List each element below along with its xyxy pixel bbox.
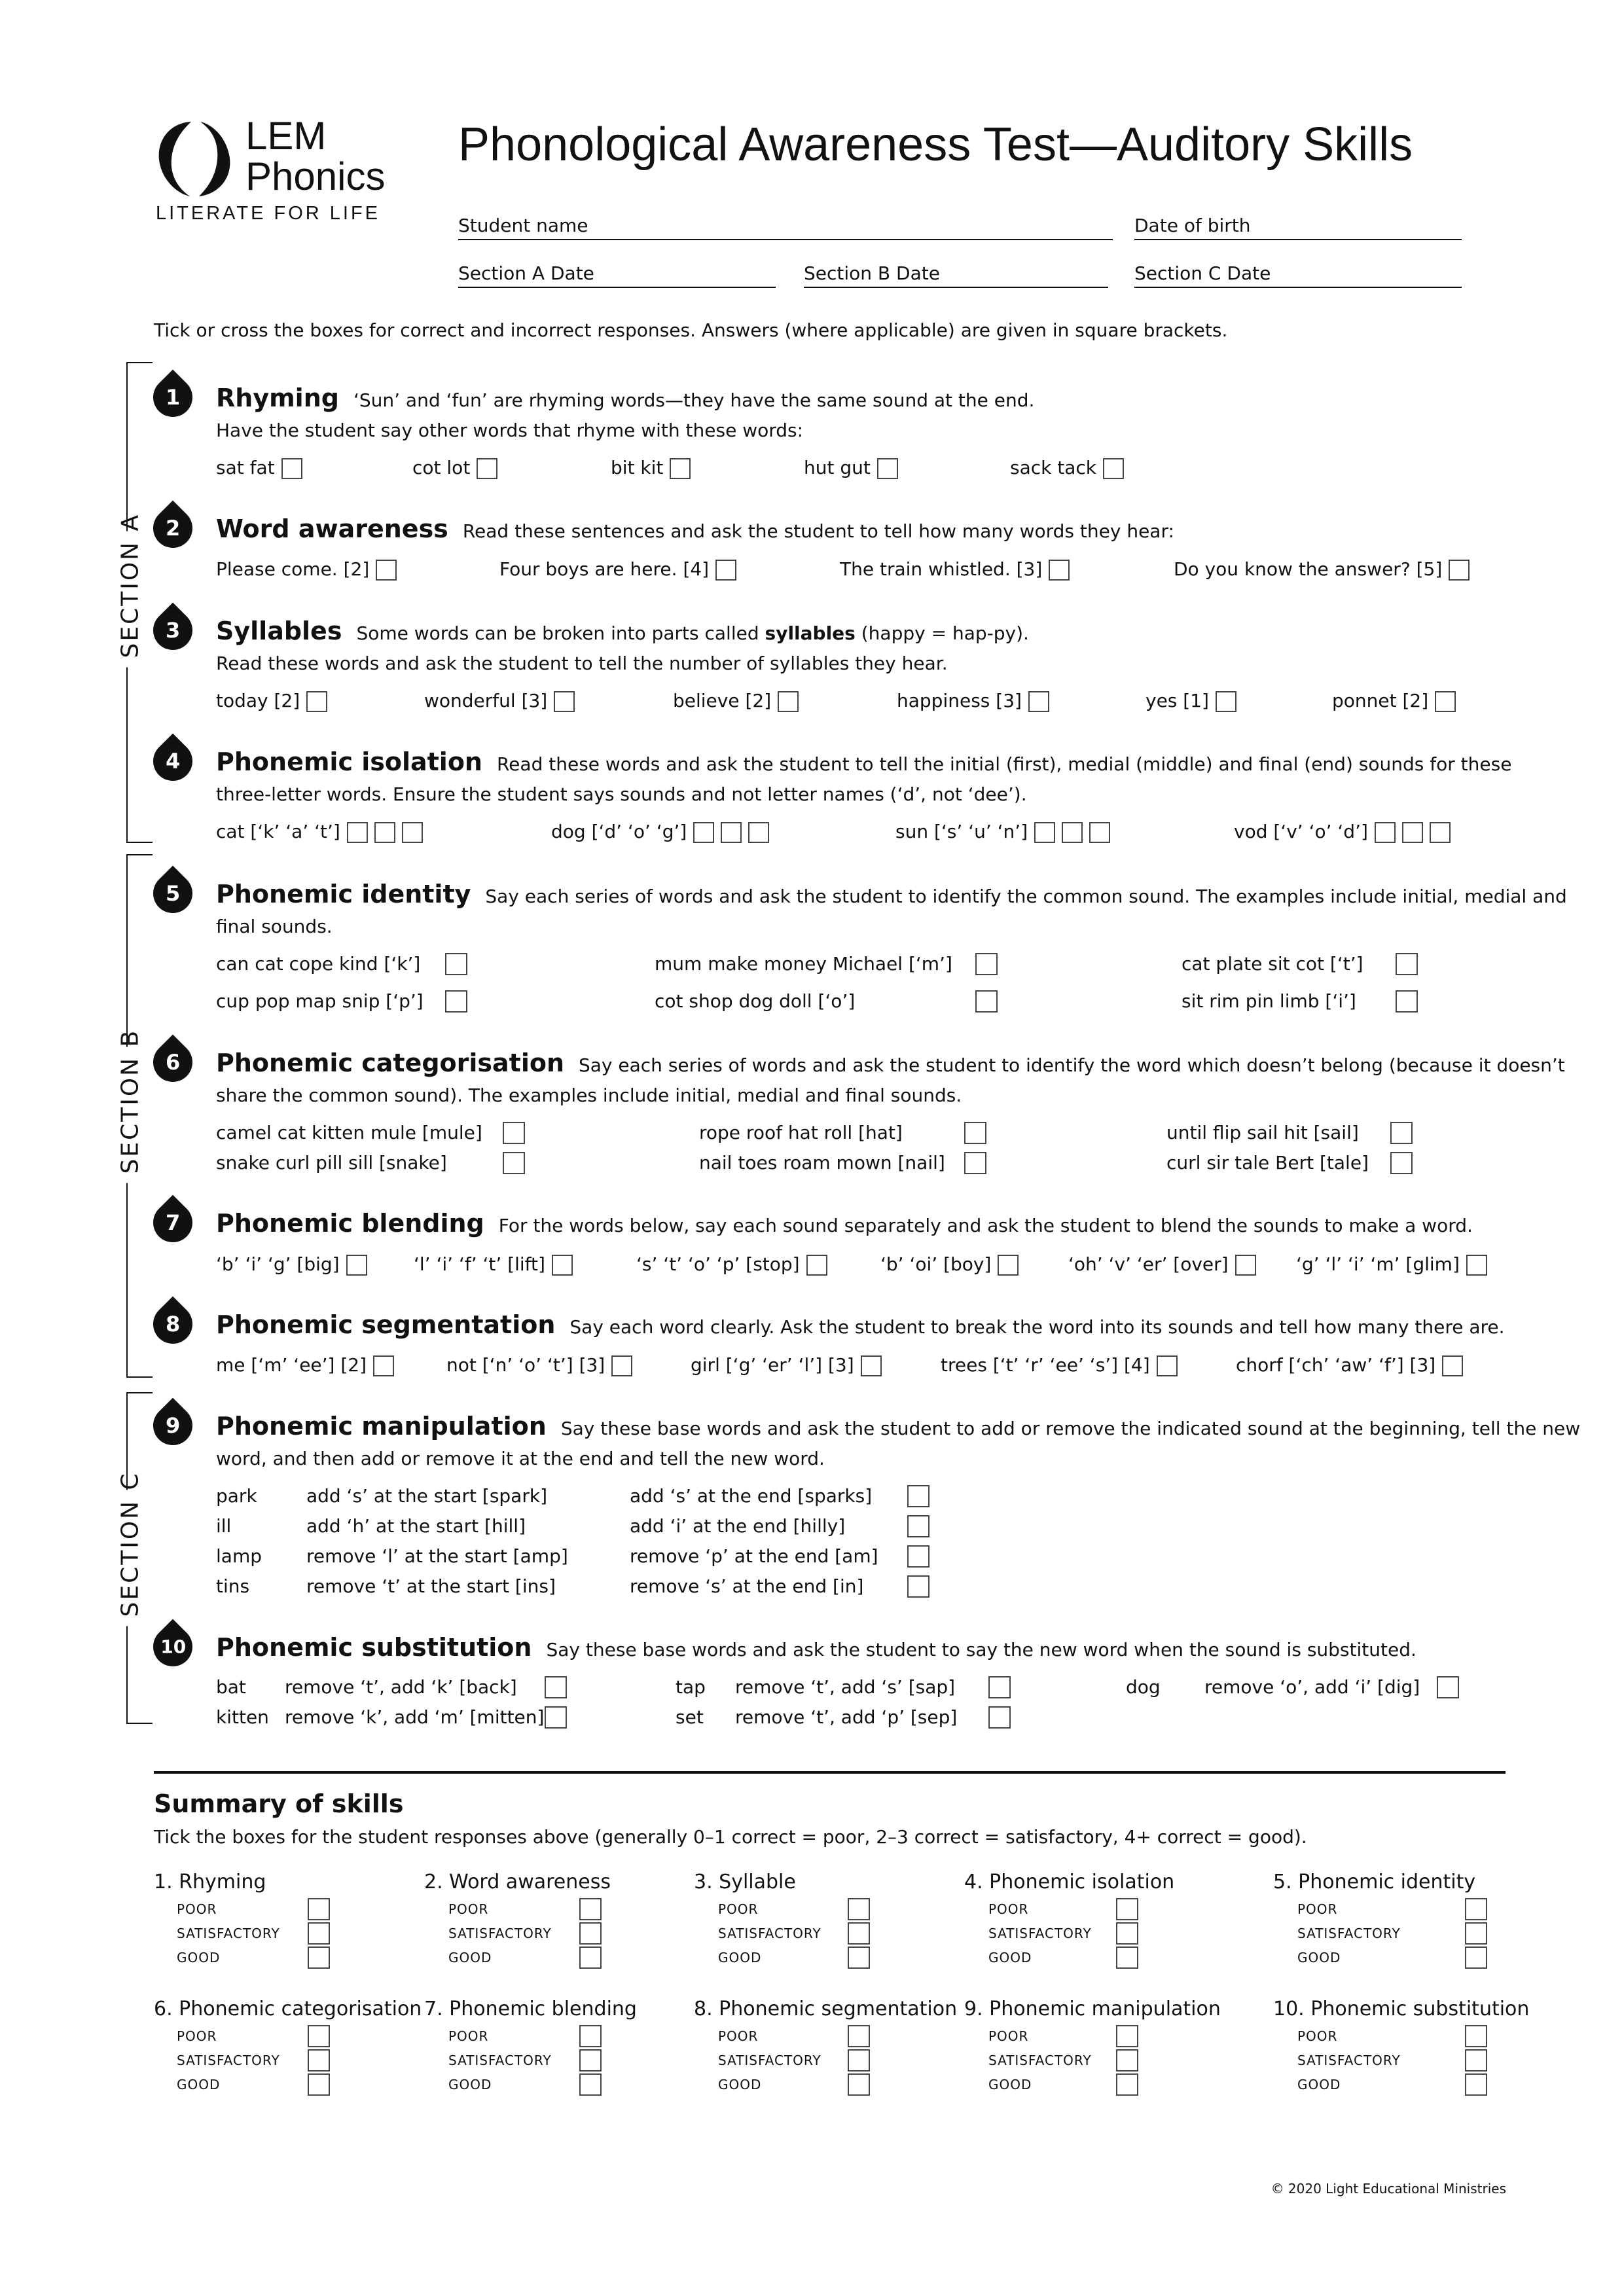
summary-level-label: POOR <box>988 2028 1029 2044</box>
answer-checkbox[interactable] <box>1449 560 1470 581</box>
test-6-item: snake curl pill sill [snake] <box>216 1152 447 1174</box>
section-c-label: SECTION C <box>117 1490 144 1626</box>
summary-level-label: SATISFACTORY <box>988 1926 1092 1941</box>
test-1-item: hut gut <box>804 455 898 481</box>
summary-instructions: Tick the boxes for the student responses above (generally 0–1 correct = poor, 2–3 correct = satisfactory, 4+ correct = good). <box>154 1826 1307 1848</box>
answer-checkbox[interactable] <box>861 1355 882 1376</box>
summary-level-checkbox[interactable] <box>1465 2073 1487 2096</box>
test-4-item: sun [‘s’ ‘u’ ‘n’] <box>895 819 1110 845</box>
substitution-word: bat <box>216 1676 246 1698</box>
answer-checkbox[interactable] <box>907 1575 929 1598</box>
test-5-desc2: final sounds. <box>216 916 333 937</box>
manipulation-word: park <box>216 1485 257 1507</box>
summary-level-label: POOR <box>1297 2028 1338 2044</box>
answer-checkbox[interactable] <box>445 990 467 1013</box>
test-6-heading: Phonemic categorisation Say each series of words and ask the student to identify the word which doesn’t belong (because it doesn’t <box>216 1049 1565 1077</box>
summary-level-label: SATISFACTORY <box>988 2053 1092 2068</box>
medial-checkbox[interactable] <box>721 822 742 843</box>
test-1-item: sat fat <box>216 455 302 481</box>
summary-level-label: SATISFACTORY <box>1297 1926 1401 1941</box>
section-b-date-field[interactable]: Section B Date <box>804 260 1108 288</box>
substitution-word: dog <box>1126 1676 1161 1698</box>
test-10-number-badge: 10 <box>145 1619 201 1675</box>
initial-checkbox[interactable] <box>347 822 368 843</box>
summary-level-checkbox[interactable] <box>308 1946 330 1969</box>
test-9-heading: Phonemic manipulation Say these base words and ask the student to add or remove the indicated sound at the beginning, tell the new <box>216 1412 1581 1441</box>
answer-checkbox[interactable] <box>907 1545 929 1568</box>
answer-checkbox[interactable] <box>376 560 397 581</box>
answer-checkbox[interactable] <box>1390 1122 1413 1144</box>
manipulation-start: add ‘h’ at the start [hill] <box>306 1515 526 1537</box>
summary-level-label: POOR <box>448 1901 489 1917</box>
substitution-change: remove ‘t’, add ‘k’ [back] <box>285 1676 517 1698</box>
answer-checkbox[interactable] <box>907 1485 929 1507</box>
test-3-item: believe [2] <box>673 688 799 714</box>
instructions: Tick or cross the boxes for correct and incorrect responses. Answers (where applicable) are given in square brackets. <box>154 319 1228 341</box>
date-of-birth-field[interactable]: Date of birth <box>1134 213 1462 240</box>
test-9-desc2: word, and then add or remove it at the end and tell the new word. <box>216 1448 825 1469</box>
answer-checkbox[interactable] <box>975 953 998 975</box>
summary-level-checkbox[interactable] <box>1116 1922 1138 1945</box>
summary-level-checkbox[interactable] <box>308 2073 330 2096</box>
substitution-change: remove ‘t’, add ‘s’ [sap] <box>735 1676 956 1698</box>
test-3-desc2: Read these words and ask the student to tell the number of syllables they hear. <box>216 653 948 674</box>
test-8-item: not [‘n’ ‘o’ ‘t’] [3] <box>446 1352 632 1378</box>
manipulation-end: remove ‘p’ at the end [am] <box>630 1545 878 1567</box>
answer-checkbox[interactable] <box>1442 1355 1463 1376</box>
answer-checkbox[interactable] <box>445 953 467 975</box>
student-name-field[interactable]: Student name <box>458 213 1113 240</box>
page-title: Phonological Awareness Test—Auditory Skills <box>458 118 1413 171</box>
answer-checkbox[interactable] <box>1028 691 1049 712</box>
test-5-item: mum make money Michael [‘m’] <box>655 953 952 975</box>
summary-level-label: POOR <box>177 2028 217 2044</box>
test-6-item: camel cat kitten mule [mule] <box>216 1122 482 1143</box>
substitution-change: remove ‘o’, add ‘i’ [dig] <box>1204 1676 1420 1698</box>
answer-checkbox[interactable] <box>988 1706 1011 1729</box>
answer-checkbox[interactable] <box>1466 1255 1487 1276</box>
test-6-item: curl sir tale Bert [tale] <box>1166 1152 1369 1174</box>
test-9-number-badge: 9 <box>145 1398 201 1454</box>
answer-checkbox[interactable] <box>988 1676 1011 1698</box>
summary-skill-title: 4. Phonemic isolation <box>964 1871 1175 1893</box>
test-3-item: today [2] <box>216 688 327 714</box>
summary-skill-title: 2. Word awareness <box>424 1871 611 1893</box>
initial-checkbox[interactable] <box>1034 822 1055 843</box>
summary-level-checkbox[interactable] <box>308 1898 330 1920</box>
summary-level-checkbox[interactable] <box>1116 2025 1138 2047</box>
answer-checkbox[interactable] <box>964 1152 986 1174</box>
summary-level-label: SATISFACTORY <box>718 1926 821 1941</box>
test-1-item: cot lot <box>412 455 497 481</box>
summary-level-checkbox[interactable] <box>1465 2025 1487 2047</box>
summary-level-label: GOOD <box>988 1950 1032 1965</box>
test-4-heading: Phonemic isolation Read these words and ask the student to tell the initial (first), medial (middle) and final (end) sounds for these <box>216 747 1512 776</box>
test-7-item: ‘b’ ‘oi’ [boy] <box>880 1251 1019 1278</box>
test-4-item: dog [‘d’ ‘o’ ‘g’] <box>551 819 769 845</box>
test-2-item: Four boys are here. [4] <box>499 556 736 583</box>
medial-checkbox[interactable] <box>1402 822 1423 843</box>
lem-logo-icon <box>152 117 237 202</box>
summary-level-checkbox[interactable] <box>1116 1946 1138 1969</box>
logo-lem: LEM <box>245 114 327 158</box>
test-4-item: cat [‘k’ ‘a’ ‘t’] <box>216 819 423 845</box>
answer-checkbox[interactable] <box>715 560 736 581</box>
test-8-number-badge: 8 <box>145 1297 201 1352</box>
section-b-label: SECTION B <box>117 1047 144 1183</box>
summary-title: Summary of skills <box>154 1789 404 1818</box>
final-checkbox[interactable] <box>748 822 769 843</box>
test-7-item: ‘g’ ‘l’ ‘i’ ‘m’ [glim] <box>1296 1251 1487 1278</box>
test-10-heading: Phonemic substitution Say these base words and ask the student to say the new word when the sound is substituted. <box>216 1633 1416 1662</box>
summary-level-label: GOOD <box>718 2077 762 2092</box>
test-3-heading: Syllables Some words can be broken into parts called syllables (happy = hap-py). <box>216 617 1029 645</box>
test-8-item: trees [‘t’ ‘r’ ‘ee’ ‘s’] [4] <box>941 1352 1178 1378</box>
section-a-label: SECTION A <box>117 531 144 668</box>
test-6-item: rope roof hat roll [hat] <box>699 1122 903 1143</box>
summary-level-label: SATISFACTORY <box>177 1926 280 1941</box>
substitution-word: set <box>676 1706 704 1728</box>
test-5-number-badge: 5 <box>145 866 201 922</box>
summary-level-checkbox[interactable] <box>1465 2049 1487 2072</box>
summary-level-checkbox[interactable] <box>1116 1898 1138 1920</box>
summary-level-label: POOR <box>177 1901 217 1917</box>
summary-level-checkbox[interactable] <box>848 1898 870 1920</box>
summary-level-checkbox[interactable] <box>579 1922 602 1945</box>
answer-checkbox[interactable] <box>373 1355 394 1376</box>
test-2-item: Do you know the answer? [5] <box>1174 556 1470 583</box>
summary-level-checkbox[interactable] <box>1116 2049 1138 2072</box>
summary-level-label: POOR <box>448 2028 489 2044</box>
summary-level-checkbox[interactable] <box>1465 1922 1487 1945</box>
answer-checkbox[interactable] <box>503 1122 525 1144</box>
summary-level-label: GOOD <box>1297 2077 1341 2092</box>
answer-checkbox[interactable] <box>1396 990 1418 1013</box>
answer-checkbox[interactable] <box>1235 1255 1256 1276</box>
summary-skill-title: 8. Phonemic segmentation <box>694 1998 958 2020</box>
summary-level-label: SATISFACTORY <box>1297 2053 1401 2068</box>
summary-skill-title: 1. Rhyming <box>154 1871 266 1893</box>
test-8-heading: Phonemic segmentation Say each word clearly. Ask the student to break the word into its sounds and tell how many there are. <box>216 1310 1505 1339</box>
logo-tagline: LITERATE FOR LIFE <box>156 203 381 224</box>
test-7-item: ‘b’ ‘i’ ‘g’ [big] <box>216 1251 367 1278</box>
summary-level-checkbox[interactable] <box>1116 2073 1138 2096</box>
test-6-item: until flip sail hit [sail] <box>1166 1122 1359 1143</box>
manipulation-end: add ‘i’ at the end [hilly] <box>630 1515 846 1537</box>
test-7-heading: Phonemic blending For the words below, say each sound separately and ask the student to blend the sounds to make a word. <box>216 1209 1473 1238</box>
summary-level-label: GOOD <box>177 1950 221 1965</box>
test-7-item: ‘oh’ ‘v’ ‘er’ [over] <box>1068 1251 1256 1278</box>
test-4-number-badge: 4 <box>145 734 201 789</box>
final-checkbox[interactable] <box>402 822 423 843</box>
answer-checkbox[interactable] <box>1396 953 1418 975</box>
manipulation-word: tins <box>216 1575 250 1597</box>
final-checkbox[interactable] <box>1430 822 1451 843</box>
test-6-item: nail toes roam mown [nail] <box>699 1152 945 1174</box>
answer-checkbox[interactable] <box>1103 458 1124 479</box>
test-4-desc2: three-letter words. Ensure the student says sounds and not letter names (‘d’, not ‘dee’). <box>216 783 1027 805</box>
test-5-item: can cat cope kind [‘k’] <box>216 953 421 975</box>
summary-level-label: GOOD <box>448 1950 492 1965</box>
summary-level-checkbox[interactable] <box>848 1946 870 1969</box>
summary-level-checkbox[interactable] <box>848 2025 870 2047</box>
test-4-item: vod [‘v’ ‘o’ ‘d’] <box>1234 819 1451 845</box>
answer-checkbox[interactable] <box>503 1152 525 1174</box>
summary-level-label: GOOD <box>988 2077 1032 2092</box>
answer-checkbox[interactable] <box>877 458 898 479</box>
test-7-number-badge: 7 <box>145 1195 201 1251</box>
initial-checkbox[interactable] <box>1375 822 1396 843</box>
initial-checkbox[interactable] <box>693 822 714 843</box>
summary-skill-title: 10. Phonemic substitution <box>1273 1998 1530 2020</box>
summary-level-label: SATISFACTORY <box>718 2053 821 2068</box>
answer-checkbox[interactable] <box>964 1122 986 1144</box>
summary-level-checkbox[interactable] <box>579 1946 602 1969</box>
summary-level-checkbox[interactable] <box>848 2073 870 2096</box>
summary-level-label: POOR <box>718 2028 759 2044</box>
test-8-item: girl [‘g’ ‘er’ ‘l’] [3] <box>691 1352 882 1378</box>
manipulation-word: ill <box>216 1515 232 1537</box>
answer-checkbox[interactable] <box>1390 1152 1413 1174</box>
manipulation-end: remove ‘s’ at the end [in] <box>630 1575 864 1597</box>
answer-checkbox[interactable] <box>1049 560 1070 581</box>
manipulation-end: add ‘s’ at the end [sparks] <box>630 1485 873 1507</box>
test-7-item: ‘l’ ‘i’ ‘f’ ‘t’ [lift] <box>414 1251 573 1278</box>
summary-level-label: SATISFACTORY <box>177 2053 280 2068</box>
summary-level-label: GOOD <box>1297 1950 1341 1965</box>
answer-checkbox[interactable] <box>1437 1676 1459 1698</box>
test-1-number-badge: 1 <box>145 370 201 425</box>
test-5-item: cat plate sit cot [‘t’] <box>1182 953 1363 975</box>
summary-divider <box>154 1771 1506 1774</box>
test-1-item: bit kit <box>611 455 691 481</box>
answer-checkbox[interactable] <box>907 1515 929 1537</box>
test-7-item: ‘s’ ‘t’ ‘o’ ‘p’ [stop] <box>636 1251 827 1278</box>
final-checkbox[interactable] <box>1089 822 1110 843</box>
answer-checkbox[interactable] <box>545 1676 567 1698</box>
answer-checkbox[interactable] <box>1435 691 1456 712</box>
manipulation-start: add ‘s’ at the start [spark] <box>306 1485 547 1507</box>
manipulation-start: remove ‘l’ at the start [amp] <box>306 1545 568 1567</box>
answer-checkbox[interactable] <box>545 1706 567 1729</box>
answer-checkbox[interactable] <box>611 1355 632 1376</box>
summary-level-checkbox[interactable] <box>308 1922 330 1945</box>
test-1-item: sack tack <box>1010 455 1124 481</box>
answer-checkbox[interactable] <box>306 691 327 712</box>
answer-checkbox[interactable] <box>998 1255 1019 1276</box>
answer-checkbox[interactable] <box>1216 691 1236 712</box>
manipulation-start: remove ‘t’ at the start [ins] <box>306 1575 556 1597</box>
answer-checkbox[interactable] <box>552 1255 573 1276</box>
summary-skill-title: 5. Phonemic identity <box>1273 1871 1476 1893</box>
summary-level-label: SATISFACTORY <box>448 2053 552 2068</box>
logo-phonics: Phonics <box>245 154 386 198</box>
test-3-number-badge: 3 <box>145 603 201 658</box>
manipulation-word: lamp <box>216 1545 262 1567</box>
answer-checkbox[interactable] <box>554 691 575 712</box>
test-2-heading: Word awareness Read these sentences and ask the student to tell how many words they hear: <box>216 514 1174 543</box>
test-3-item: happiness [3] <box>897 688 1049 714</box>
substitution-change: remove ‘k’, add ‘m’ [mitten] <box>285 1706 545 1728</box>
summary-skill-title: 7. Phonemic blending <box>424 1998 637 2020</box>
summary-level-checkbox[interactable] <box>579 2073 602 2096</box>
summary-level-label: GOOD <box>177 2077 221 2092</box>
test-3-item: yes [1] <box>1146 688 1236 714</box>
summary-level-checkbox[interactable] <box>308 2049 330 2072</box>
summary-skill-title: 3. Syllable <box>694 1871 796 1893</box>
test-1-heading: Rhyming ‘Sun’ and ‘fun’ are rhyming words—they have the same sound at the end. <box>216 384 1035 412</box>
medial-checkbox[interactable] <box>1062 822 1083 843</box>
test-5-heading: Phonemic identity Say each series of words and ask the student to identify the common sound. The examples include initial, medial and <box>216 880 1567 908</box>
summary-level-checkbox[interactable] <box>579 2025 602 2047</box>
substitution-word: tap <box>676 1676 706 1698</box>
section-c-date-field[interactable]: Section C Date <box>1134 260 1462 288</box>
summary-level-label: GOOD <box>448 2077 492 2092</box>
answer-checkbox[interactable] <box>281 458 302 479</box>
answer-checkbox[interactable] <box>670 458 691 479</box>
summary-skill-title: 9. Phonemic manipulation <box>964 1998 1221 2020</box>
test-5-item: sit rim pin limb [‘i’] <box>1182 990 1356 1012</box>
section-a-date-field[interactable]: Section A Date <box>458 260 776 288</box>
substitution-change: remove ‘t’, add ‘p’ [sep] <box>735 1706 958 1728</box>
summary-level-checkbox[interactable] <box>848 1922 870 1945</box>
test-8-item: chorf [‘ch’ ‘aw’ ‘f’] [3] <box>1236 1352 1463 1378</box>
test-5-item: cup pop map snip [‘p’] <box>216 990 424 1012</box>
medial-checkbox[interactable] <box>374 822 395 843</box>
summary-level-label: SATISFACTORY <box>448 1926 552 1941</box>
answer-checkbox[interactable] <box>346 1255 367 1276</box>
answer-checkbox[interactable] <box>1157 1355 1178 1376</box>
summary-level-label: POOR <box>1297 1901 1338 1917</box>
test-2-item: Please come. [2] <box>216 556 397 583</box>
test-1-desc2: Have the student say other words that rhyme with these words: <box>216 420 804 441</box>
substitution-word: kitten <box>216 1706 269 1728</box>
summary-level-label: POOR <box>988 1901 1029 1917</box>
test-6-desc2: share the common sound). The examples include initial, medial and final sounds. <box>216 1085 962 1106</box>
summary-level-checkbox[interactable] <box>308 2025 330 2047</box>
summary-skill-title: 6. Phonemic categorisation <box>154 1998 422 2020</box>
summary-level-checkbox[interactable] <box>848 2049 870 2072</box>
test-2-number-badge: 2 <box>145 501 201 556</box>
test-2-item: The train whistled. [3] <box>840 556 1070 583</box>
summary-level-checkbox[interactable] <box>1465 1946 1487 1969</box>
answer-checkbox[interactable] <box>806 1255 827 1276</box>
answer-checkbox[interactable] <box>778 691 799 712</box>
test-5-item: cot shop dog doll [‘o’] <box>655 990 856 1012</box>
test-8-item: me [‘m’ ‘ee’] [2] <box>216 1352 394 1378</box>
answer-checkbox[interactable] <box>975 990 998 1013</box>
summary-level-checkbox[interactable] <box>1465 1898 1487 1920</box>
copyright: © 2020 Light Educational Ministries <box>1271 2181 1506 2197</box>
summary-level-label: GOOD <box>718 1950 762 1965</box>
test-3-item: ponnet [2] <box>1332 688 1456 714</box>
test-3-item: wonderful [3] <box>424 688 575 714</box>
summary-level-checkbox[interactable] <box>579 2049 602 2072</box>
answer-checkbox[interactable] <box>477 458 497 479</box>
summary-level-label: POOR <box>718 1901 759 1917</box>
summary-level-checkbox[interactable] <box>579 1898 602 1920</box>
test-6-number-badge: 6 <box>145 1035 201 1090</box>
